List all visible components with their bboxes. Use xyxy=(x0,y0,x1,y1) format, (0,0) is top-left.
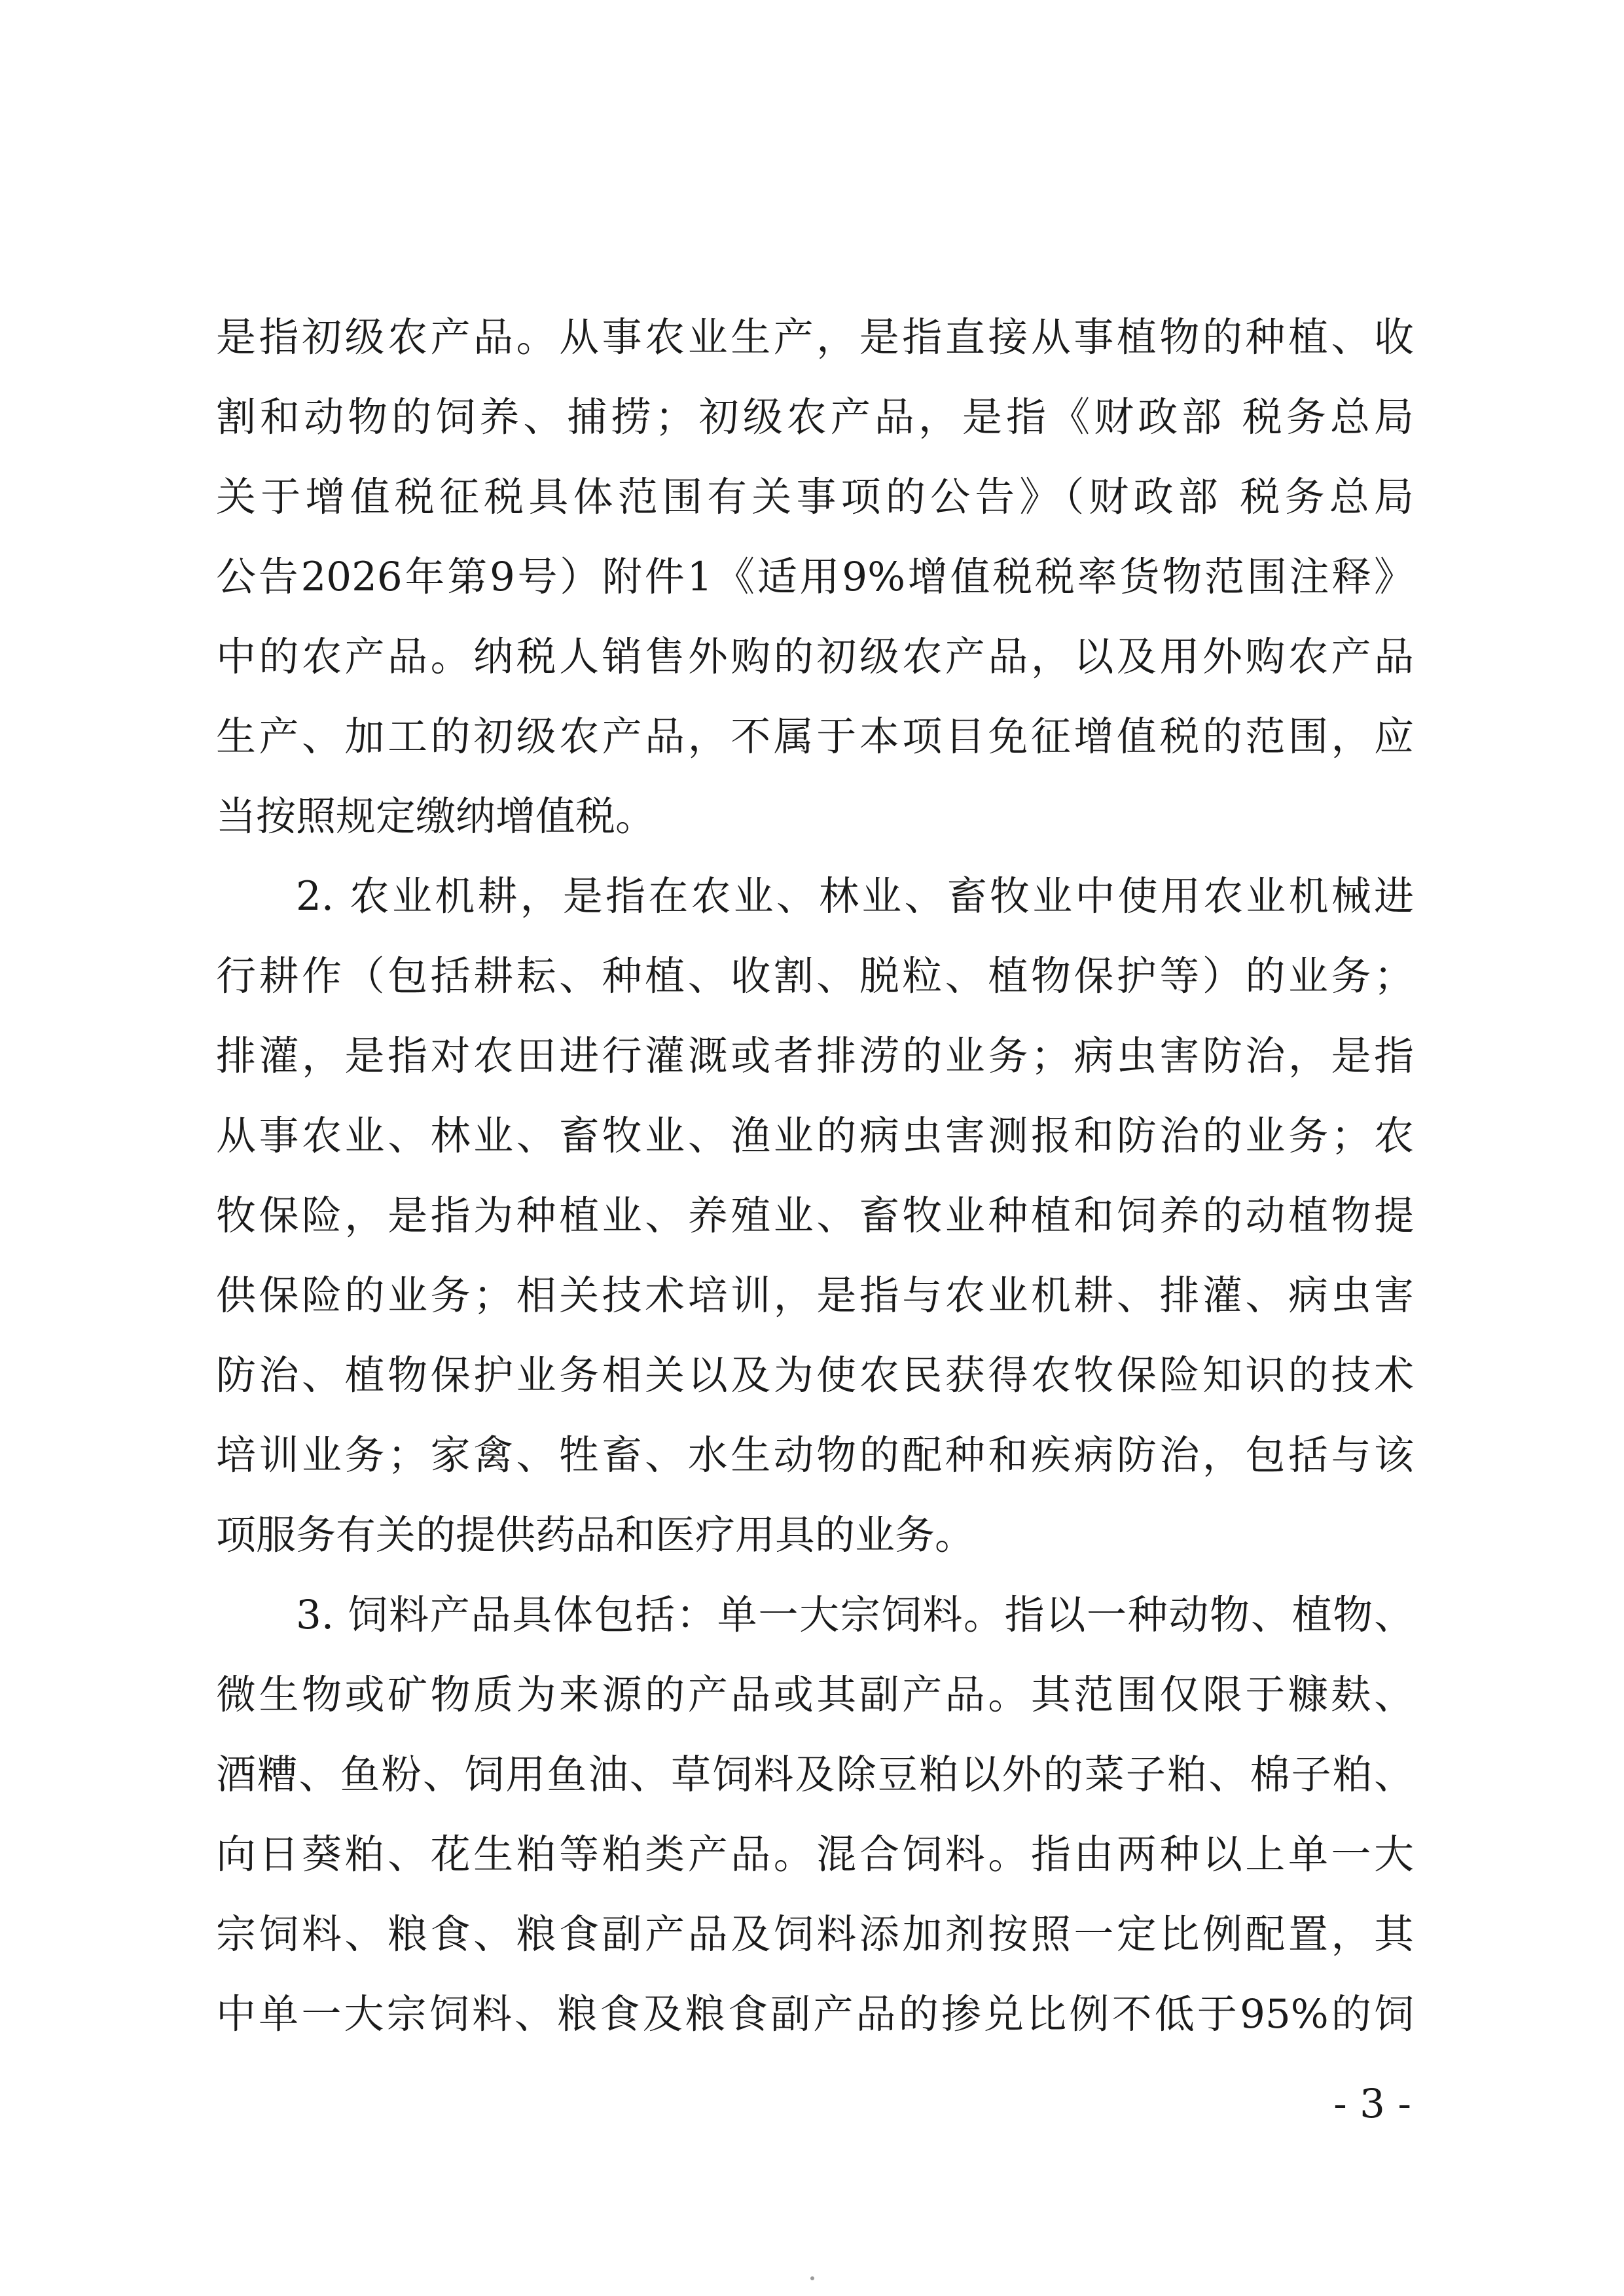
paragraph-3-line-3: 酒糟、鱼粉、饲用鱼油、草饲料及除豆粕以外的菜子粕、棉子粕、 xyxy=(216,1751,1414,1798)
scan-dot xyxy=(810,2276,814,2280)
paragraph-3-line-6: 中单一大宗饲料、粮食及粮食副产品的掺兑比例不低于95%的饲 xyxy=(216,1991,1414,2037)
paragraph-1-line-1: 是指初级农产品。从事农业生产，是指直接从事植物的种植、收 xyxy=(216,314,1414,361)
paragraph-1-line-4: 公告2026年第9号）附件1《适用9%增值税税率货物范围注释》 xyxy=(216,554,1414,600)
paragraph-3-line-2: 微生物或矿物质为来源的产品或其副产品。其范围仅限于糠麸、 xyxy=(216,1672,1414,1718)
paragraph-3-line-4: 向日葵粕、花生粕等粕类产品。混合饲料。指由两种以上单一大 xyxy=(216,1831,1414,1878)
paragraph-1-line-3: 关于增值税征税具体范围有关事项的公告》（财政部 税务总局 xyxy=(216,474,1414,520)
paragraph-1-line-2: 割和动物的饲养、捕捞；初级农产品，是指《财政部 税务总局 xyxy=(216,394,1414,440)
paragraph-2-line-5: 牧保险，是指为种植业、养殖业、畜牧业种植和饲养的动植物提 xyxy=(216,1193,1414,1239)
paragraph-2-line-7: 防治、植物保护业务相关以及为使农民获得农牧保险知识的技术 xyxy=(216,1352,1414,1399)
paragraph-1-line-5: 中的农产品。纳税人销售外购的初级农产品，以及用外购农产品 xyxy=(216,634,1414,680)
paragraph-2-line-9: 项服务有关的提供药品和医疗用具的业务。 xyxy=(216,1512,975,1558)
paragraph-1-line-7: 当按照规定缴纳增值税。 xyxy=(216,793,656,840)
paragraph-2-line-4: 从事农业、林业、畜牧业、渔业的病虫害测报和防治的业务；农 xyxy=(216,1113,1414,1159)
paragraph-1-line-6: 生产、加工的初级农产品，不属于本项目免征增值税的范围，应 xyxy=(216,713,1414,760)
paragraph-3-line-1: 3. 饲料产品具体包括：单一大宗饲料。指以一种动物、植物、 xyxy=(296,1592,1414,1638)
paragraph-2-line-8: 培训业务；家禽、牲畜、水生动物的配种和疾病防治，包括与该 xyxy=(216,1432,1414,1479)
paragraph-2-line-2: 行耕作（包括耕耘、种植、收割、脱粒、植物保护等）的业务； xyxy=(216,953,1414,999)
page-number: - 3 - xyxy=(1333,2081,1411,2127)
paragraph-3-line-5: 宗饲料、粮食、粮食副产品及饲料添加剂按照一定比例配置，其 xyxy=(216,1911,1414,1958)
body-text xyxy=(216,298,1414,2054)
paragraph-2-line-1: 2. 农业机耕，是指在农业、林业、畜牧业中使用农业机械进 xyxy=(296,873,1414,920)
paragraph-2-line-3: 排灌，是指对农田进行灌溉或者排涝的业务；病虫害防治，是指 xyxy=(216,1033,1414,1079)
paragraph-2-line-6: 供保险的业务；相关技术培训，是指与农业机耕、排灌、病虫害 xyxy=(216,1272,1414,1319)
